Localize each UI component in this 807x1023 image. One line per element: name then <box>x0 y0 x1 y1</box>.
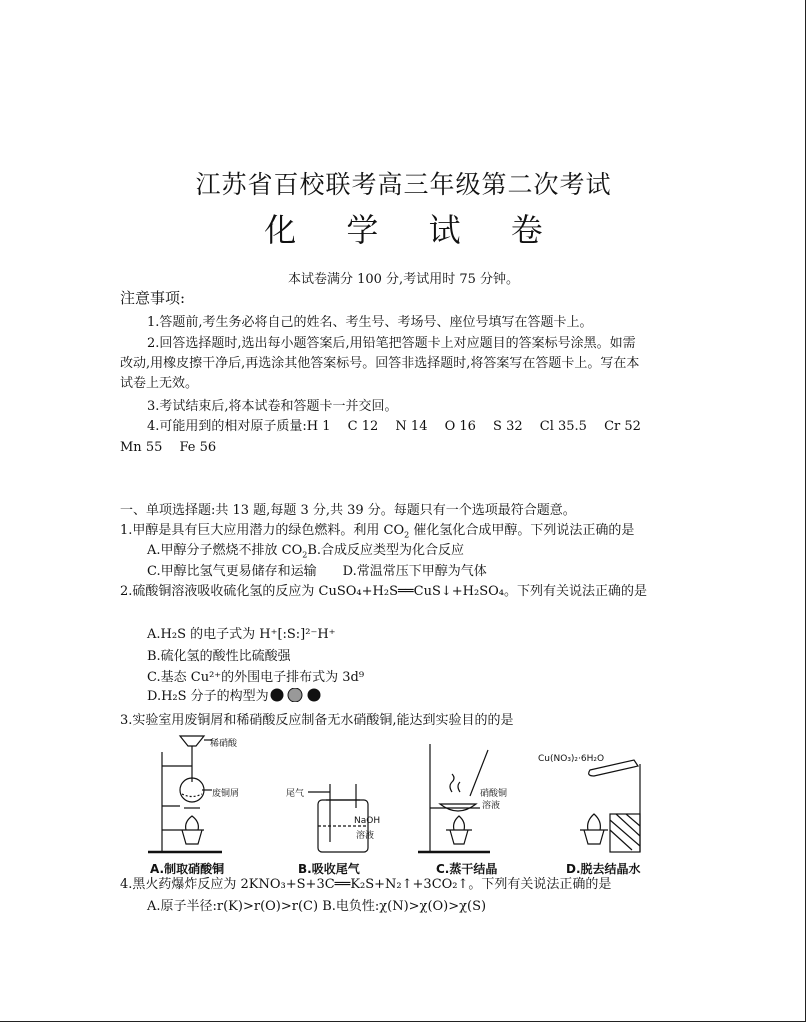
notes-heading: 注意事项: <box>120 289 186 307</box>
q2-option-a: A.H₂S 的电子式为 H⁺[:S:]²⁻H⁺ <box>147 627 336 642</box>
label-naoh: NaOH <box>354 816 381 826</box>
q1-stem <box>120 521 634 541</box>
note-2a: 2.回答选择题时,选出每小题答案后,用铅笔把答题卡上对应题目的答案标号涂黑。如需 <box>147 336 636 351</box>
q1-option-b: B.合成反应类型为化合反应 <box>307 543 465 558</box>
q3-stem: 3.实验室用废铜屑和稀硝酸反应制备无水硝酸铜,能达到实验目的的是 <box>120 713 514 728</box>
q3-apparatus-figures <box>140 730 660 880</box>
q1-option-d: D.常温常压下甲醇为气体 <box>342 564 487 579</box>
q4-options-ab: A.原子半径:r(K)>r(O)>r(C) B.电负性:χ(N)>χ(O)>χ(S) <box>147 899 487 914</box>
exam-subject-title: 化 学 试 卷 <box>264 211 563 249</box>
label-waste-copper: 废铜屑 <box>212 789 240 799</box>
q2-stem: 2.硫酸铜溶液吸收硫化氢的反应为 CuSO₄+H₂S══CuS↓+H₂SO₄。下列有关说法正确的是 <box>120 584 647 599</box>
label-tail-gas: 尾气 <box>286 789 305 799</box>
q1-stem-sub: 2 <box>404 530 410 540</box>
q1-options-cd <box>147 562 487 582</box>
q1-stem-b: 催化氢化合成甲醇。下列说法正确的是 <box>409 523 635 538</box>
caption-a: A.制取硝酸铜 <box>150 862 225 876</box>
q1-option-a: A.甲醇分子燃烧不排放 CO <box>147 543 303 558</box>
q1-stem-a: 1.甲醇是具有巨大应用潜力的绿色燃料。利用 CO <box>120 523 405 538</box>
note-2b: 改动,用橡皮擦干净后,再选涂其他答案标号。回答非选择题时,将答案写在答题卡上。写在本 <box>120 356 640 371</box>
q2-option-d-text: D.H₂S 分子的构型为 <box>147 689 269 704</box>
note-1: 1.答题前,考生务必将自己的姓名、考生号、考场号、座位号填写在答题卡上。 <box>147 315 593 330</box>
note-2c: 试卷上无效。 <box>120 376 199 391</box>
q2-option-d <box>147 687 325 707</box>
note-4b: Mn 55 Fe 56 <box>120 440 217 455</box>
caption-b: B.吸收尾气 <box>298 862 360 876</box>
label-copper-nitrate-solution: 溶液 <box>482 801 501 811</box>
exam-title: 江苏省百校联考高三年级第二次考试 <box>195 170 612 199</box>
note-3: 3.考试结束后,将本试卷和答题卡一并交回。 <box>147 399 398 414</box>
exam-intro: 本试卷满分 100 分,考试用时 75 分钟。 <box>287 272 520 287</box>
q2-option-c: C.基态 Cu²⁺的外围电子排布式为 3d⁹ <box>147 670 365 685</box>
caption-d: D.脱去结晶水 <box>566 862 641 876</box>
label-dilute-nitric-acid: 稀硝酸 <box>210 739 238 749</box>
q4-stem: 4.黑火药爆炸反应为 2KNO₃+S+3C══K₂S+N₂↑+3CO₂↑。下列有关说法正确的是 <box>120 877 612 892</box>
q1-options-ab <box>147 541 464 561</box>
section-1-heading: 一、单项选择题:共 13 题,每题 3 分,共 39 分。每题只有一个选项最符合题意。 <box>120 503 576 518</box>
label-copper-nitrate: 硝酸铜 <box>480 789 508 799</box>
caption-c: C.蒸干结晶 <box>436 862 498 876</box>
note-4a: 4.可能用到的相对原子质量:H 1 C 12 N 14 O 16 S 32 Cl 35.5 Cr 52 <box>147 419 641 434</box>
q2-option-b: B.硫化氢的酸性比硫酸强 <box>147 649 291 664</box>
q1-option-a-sub: 2 <box>302 550 308 560</box>
h2s-molecule-model <box>269 688 325 702</box>
q1-option-c: C.甲醇比氢气更易储存和运输 <box>147 564 317 579</box>
label-naoh-solution: 溶液 <box>356 831 375 841</box>
label-copper-nitrate-hydrate: Cu(NO₃)₂·6H₂O <box>538 754 605 764</box>
